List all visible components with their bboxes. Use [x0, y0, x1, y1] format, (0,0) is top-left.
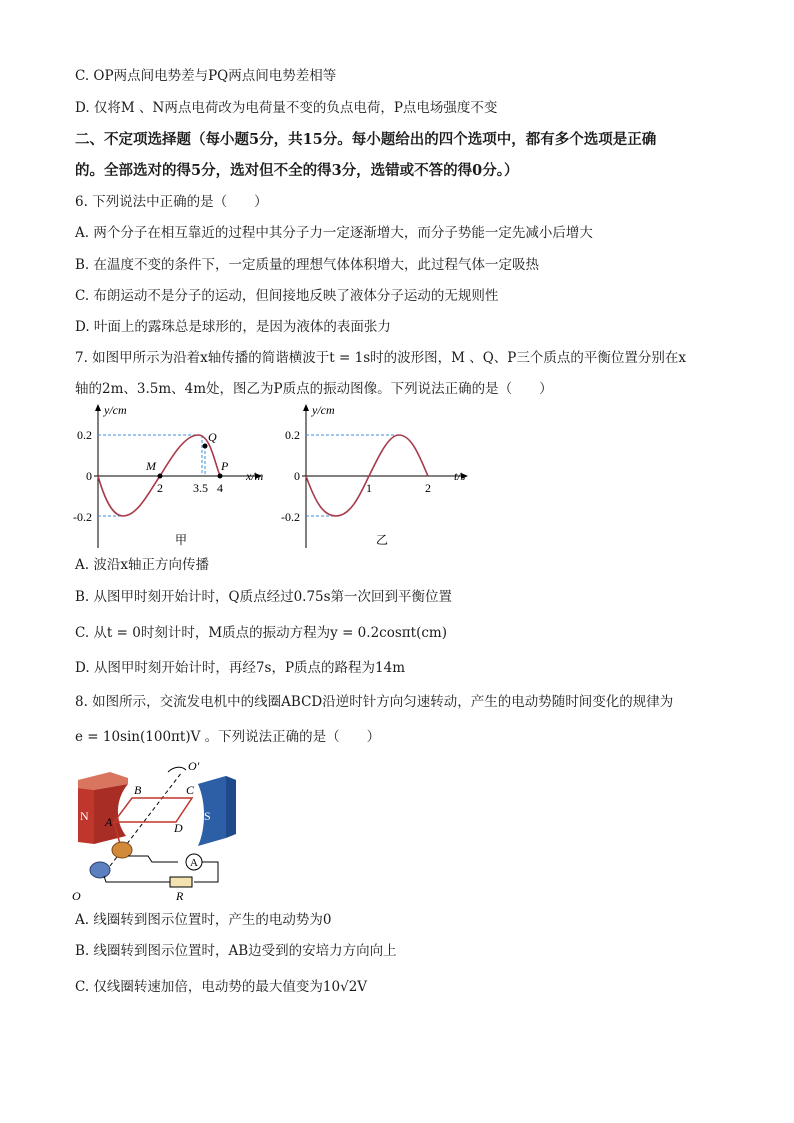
magnet-n-pole [94, 784, 128, 844]
magnet-s-label: S [204, 809, 211, 823]
caption-yi: 乙 [376, 533, 389, 547]
magnet-s [198, 776, 226, 846]
slip-ring-2 [90, 862, 110, 878]
y-tick-top: 0.2 [285, 428, 300, 442]
section-2-heading-line1: 二、不定项选择题（每小题5分，共15分。每小题给出的四个选项中，都有多个选项是正确 [75, 131, 657, 148]
q7-option-b: B. 从图甲时刻开始计时，Q质点经过0.75s第一次回到平衡位置 [75, 589, 453, 605]
x-axis-label: x/m [246, 469, 264, 483]
question-6: 6. 下列说法中正确的是（ ） [75, 194, 268, 210]
y-tick-bottom: -0.2 [281, 510, 300, 524]
circuit-lower-wire [104, 876, 170, 882]
wave-graph-jia [73, 400, 280, 552]
t-axis-label: t/s [454, 469, 466, 483]
label-m: M [146, 459, 156, 473]
question-7-line1: 7. 如图甲所示为沿着x轴传播的简谐横波于t = 1s时的波形图，M 、Q、P三个质点的平衡位置分别在x [75, 350, 686, 366]
resistor [170, 877, 192, 887]
y-tick-zero: 0 [86, 469, 92, 483]
label-r: R [176, 889, 184, 903]
y-axis-arrow [303, 404, 309, 411]
x-tick-3-5: 3.5 [193, 481, 208, 495]
caption-jia: 甲 [175, 533, 188, 547]
q7-option-d: D. 从图甲时刻开始计时，再经7s，P质点的路程为14m [75, 660, 406, 676]
section-2-heading-line2: 的。全部选对的得5分，选对但不全的得3分，选错或不答的得0分。） [75, 162, 519, 179]
label-o: O [72, 889, 81, 903]
x-tick-4: 4 [217, 481, 223, 495]
y-axis-label: y/cm [104, 403, 127, 417]
generator-diagram [70, 758, 250, 903]
option-c-q5: C. OP两点间电势差与PQ两点间电势差相等 [75, 68, 337, 84]
x-tick-2: 2 [157, 481, 163, 495]
option-d-q5: D. 仅将M 、N两点电荷改为电荷量不变的负点电荷，P点电场强度不变 [75, 100, 498, 116]
t-tick-2: 2 [425, 481, 431, 495]
ammeter-label: A [190, 857, 198, 869]
q8-option-a: A. 线圈转到图示位置时，产生的电动势为0 [75, 912, 332, 928]
label-o-prime: O′ [188, 759, 200, 773]
label-c: C [186, 783, 195, 797]
y-tick-zero: 0 [294, 469, 300, 483]
rotation-arrow [168, 767, 186, 772]
point-m [158, 474, 163, 479]
q6-option-c: C. 布朗运动不是分子的运动，但间接地反映了液体分子运动的无规则性 [75, 288, 499, 304]
y-tick-top: 0.2 [77, 428, 92, 442]
circuit-upper-wire [128, 856, 178, 862]
q6-option-d: D. 叶面上的露珠总是球形的，是因为液体的表面张力 [75, 319, 391, 335]
vibration-graph-yi [281, 400, 486, 552]
y-axis-arrow [95, 404, 101, 411]
label-a: A [105, 815, 113, 829]
label-b: B [134, 783, 142, 797]
label-q: Q [208, 430, 217, 444]
y-axis-label: y/cm [312, 403, 335, 417]
point-p [218, 474, 223, 479]
q7-option-a: A. 波沿x轴正方向传播 [75, 557, 209, 573]
y-tick-bottom: -0.2 [73, 510, 92, 524]
q6-option-b: B. 在温度不变的条件下，一定质量的理想气体体积增大，此过程气体一定吸热 [75, 257, 540, 273]
q8-option-b: B. 线圈转到图示位置时，AB边受到的安培力方向向上 [75, 943, 397, 959]
question-8-line1: 8. 如图所示，交流发电机中的线圈ABCD沿逆时针方向匀速转动，产生的电动势随时间变化的规律为 [75, 694, 674, 710]
magnet-s-side [226, 776, 236, 838]
magnet-n-label: N [80, 809, 89, 823]
question-8-line2: e = 10sin(100πt)V 。下列说法正确的是（ ） [75, 729, 381, 745]
point-q [203, 444, 208, 449]
label-d: D [174, 821, 183, 835]
q8-option-c: C. 仅线圈转速加倍，电动势的最大值变为10√2V [75, 979, 368, 995]
t-tick-1: 1 [366, 481, 372, 495]
q6-option-a: A. 两个分子在相互靠近的过程中其分子力一定逐渐增大，而分子势能一定先减小后增大 [75, 225, 593, 241]
q7-option-c: C. 从t = 0时刻计时，M质点的振动方程为y = 0.2cosπt(cm) [75, 625, 447, 641]
question-7-line2: 轴的2m、3.5m、4m处，图乙为P质点的振动图像。下列说法正确的是（ ） [75, 381, 553, 397]
label-p: P [221, 459, 229, 473]
